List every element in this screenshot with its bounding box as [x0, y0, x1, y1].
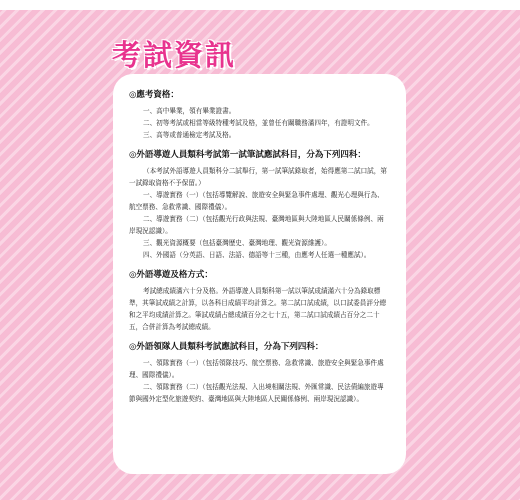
page-title: 考試資訊 [112, 38, 237, 72]
paragraph: 二、領隊實務（二）（包括觀光法規、入出境相關法規、外匯常識、民法債編旅遊專節與國外定型化旅遊契約、臺灣地區與大陸地區人民關係條例、兩岸現況認識）。 [129, 383, 384, 403]
section-guide-pass-criteria [129, 269, 390, 333]
paragraph: 四、外國語（分英語、日語、法語、德語等十三種，由應考人任選一種應試）。 [143, 251, 371, 259]
paragraph: 二、導遊實務（二）（包括觀光行政與法規、臺灣地區與大陸地區人民關係條例、兩岸現況認識）。 [129, 215, 384, 235]
section-guide-exam-subjects [129, 149, 390, 261]
section-eligibility [129, 89, 390, 141]
section-tour-leader-subjects [129, 341, 390, 405]
paragraph: 一、導遊實務（一）（包括導覽解說、旅遊安全與緊急事件處理、觀光心理與行為、航空票務、急救常識、國際禮儀）。 [129, 191, 384, 211]
content-card [113, 74, 406, 474]
paragraph: 三、觀光資源概要（包括臺灣歷史、臺灣地理、觀光資源維護）。 [143, 239, 331, 247]
paragraph: 一、高中畢業，領有畢業證書。 [143, 107, 236, 115]
section-heading: ◎外語導遊及格方式： [129, 270, 213, 280]
paragraph: （本考試外語導遊人員類科分二試舉行，第一試筆試錄取者，始得應第二試口試，第一試錄取資格不予保留。） [129, 167, 387, 187]
paragraph: 考試總成績滿六十分及格。外語導遊人員類科第一試以筆試成績滿六十分為錄取標準，其筆試成績之計算，以各科目成績平均計算之。第二試口試成績，以口試委員評分總和之平均成績計算之。筆試成績占總成績百分之七十五，第二試口試成績占百分之二十五，合併計算為考試總成績。 [129, 287, 387, 331]
section-heading: ◎外語導遊人員類科考試第一試筆試應試科目，分為下列四科： [129, 150, 366, 160]
paragraph: 一、領隊實務（一）（包括領隊技巧、航空票務、急救常識、旅遊安全與緊急事件處理、國際禮儀）。 [129, 359, 384, 379]
section-heading: ◎應考資格： [129, 90, 179, 100]
paragraph: 二、初等考試或相當等級特種考試及格，並曾任有關職務滿四年，有證明文件。 [143, 119, 374, 127]
section-heading: ◎外語領隊人員類科考試應試科目，分為下列四科： [129, 342, 324, 352]
paragraph: 三、高等或普通檢定考試及格。 [143, 131, 236, 139]
top-white-band [0, 0, 520, 10]
